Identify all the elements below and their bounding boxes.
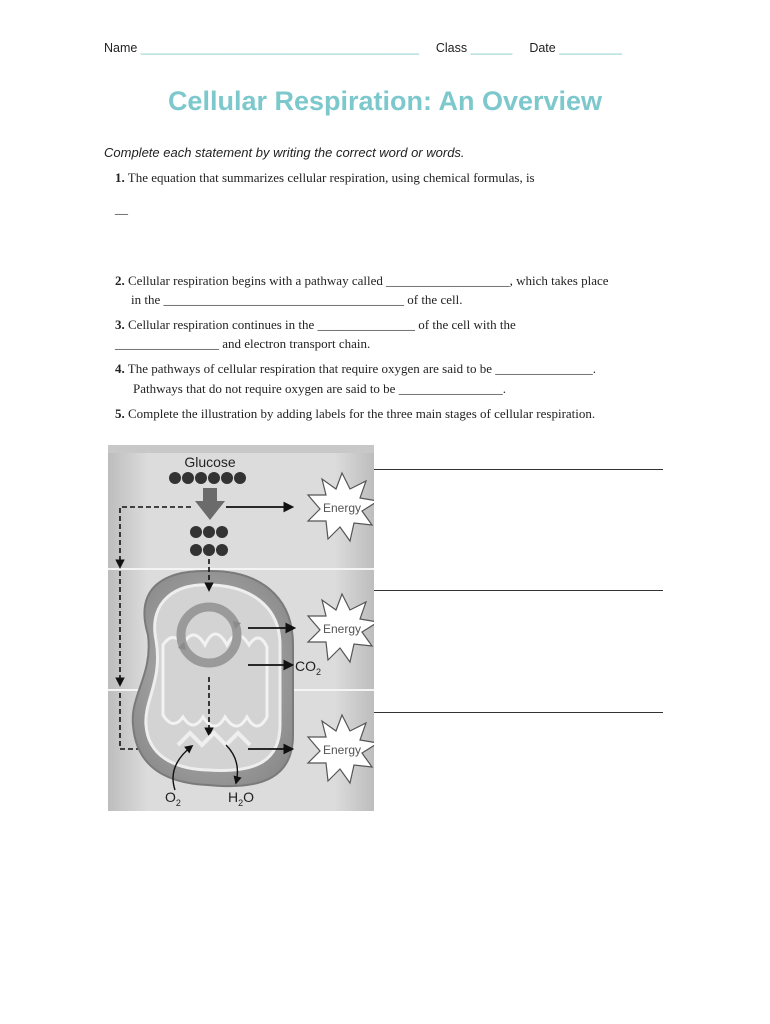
question-text: Cellular respiration begins with a pathway called ___________________, which takes place [128,273,609,288]
question-text: The pathways of cellular respiration that require oxygen are said to be _______________. [127,361,596,376]
energy-label: Energy [322,622,362,636]
header-fields [104,41,622,55]
co2-label: $CO_2$ [295,658,322,677]
question-number: 2. [115,273,125,288]
instructions: Complete each statement by writing the correct word or words. [104,145,465,160]
energy-label: Energy [322,743,362,757]
question-number: 3. [115,317,125,332]
question-number: 1. [115,170,125,185]
question-4 [115,361,596,377]
question-1 [115,170,535,186]
stage-2-answer-line[interactable] [330,590,663,591]
class-label: Class [435,41,468,55]
name-label: Name [104,41,138,55]
question-2 [115,273,609,289]
question-number: 4. [115,361,125,376]
date-label: Date [529,41,556,55]
question-5 [115,406,595,422]
question-text: Cellular respiration continues in the _______________ of the cell with the [128,317,516,332]
cellular-respiration-illustration [108,445,374,811]
question-1-answer-blank[interactable]: __ [115,201,128,216]
glucose-label: Glucose [184,454,236,470]
energy-label: Energy [322,501,362,515]
o2-label: $O_2$ [165,789,181,808]
question-text: Complete the illustration by adding labels for the three main stages of cellular respiration. [128,406,596,421]
question-number: 5. [115,406,125,421]
name-field[interactable]: ________________________________________ [140,41,419,55]
date-field[interactable]: _________ [559,41,622,55]
class-field[interactable]: ______ [470,41,513,55]
page-title: Cellular Respiration: An Overview [167,86,603,116]
stage-3-answer-line[interactable] [330,712,663,713]
question-3-continued: ________________ and electron transport chain. [115,336,371,351]
question-text: The equation that summarizes cellular respiration, using chemical formulas, is [127,170,535,185]
question-4-continued: Pathways that do not require oxygen are said to be ________________. [133,381,506,396]
h2o-label: $H_2O$ [228,789,255,808]
question-3 [115,317,516,333]
question-2-continued: in the _____________________________________ of the cell. [131,292,463,307]
stage-1-answer-line[interactable] [330,469,663,470]
